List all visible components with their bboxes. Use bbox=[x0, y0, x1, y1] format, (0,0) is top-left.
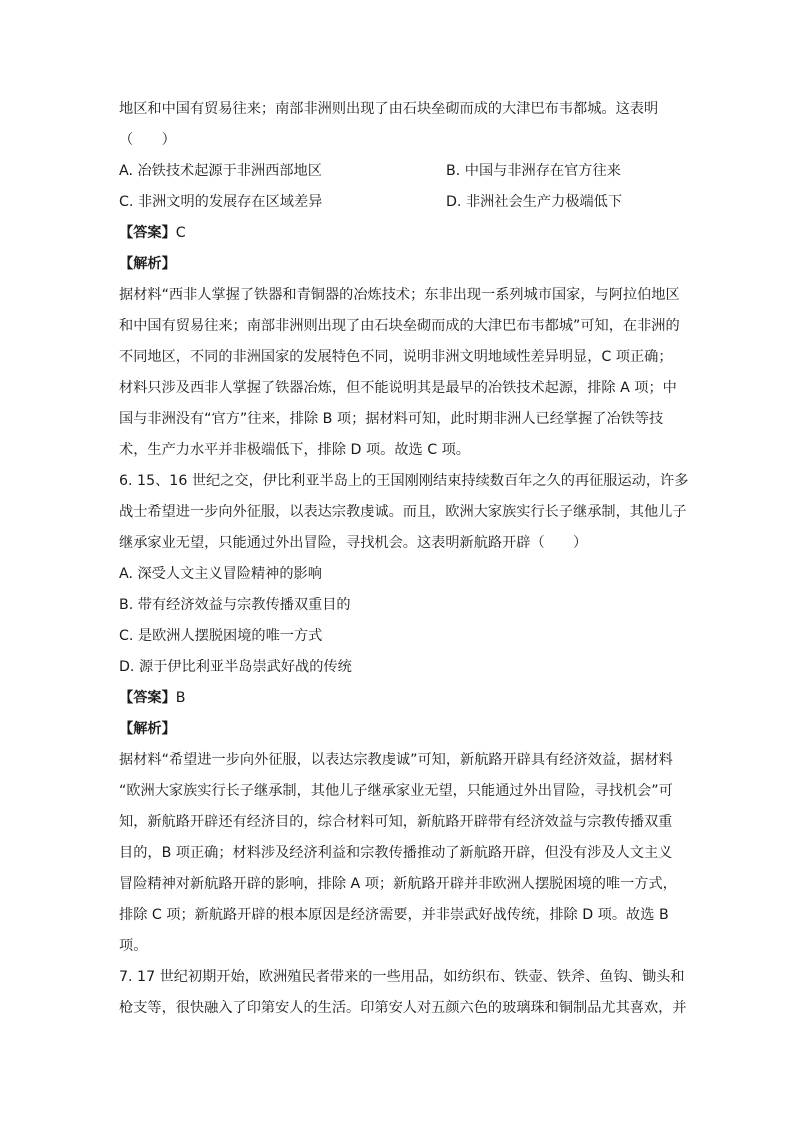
q5-analysis-line: 据材料“西非人掌握了铁器和青铜器的冶炼技术；东非出现一系列城市国家，与阿拉伯地区 bbox=[119, 287, 680, 303]
q5-option-a: A. 冶铁技术起源于非洲西部地区 bbox=[119, 163, 322, 179]
q5-analysis-line: 术，生产力水平并非极端低下，排除 D 项。故选 C 项。 bbox=[119, 442, 470, 458]
answer-value: C bbox=[175, 225, 186, 241]
answer-tag: 【答案】 bbox=[119, 690, 176, 706]
q5-option-c: C. 非洲文明的发展存在区域差异 bbox=[119, 194, 323, 210]
q6-analysis-line: 据材料“希望进一步向外征服，以表达宗教虔诚”可知，新航路开辟具有经济效益，据材料 bbox=[119, 752, 673, 768]
q6-analysis-line: 项。 bbox=[119, 938, 148, 954]
q6-stem-line: 战士希望进一步向外征服，以表达宗教虔诚。而且，欧洲大家族实行长子继承制，其他儿子 bbox=[119, 504, 687, 520]
question-7 bbox=[119, 962, 687, 1024]
q5-options-row bbox=[119, 187, 679, 218]
q6-option-c: C. 是欧洲人摆脱困境的唯一方式 bbox=[119, 628, 323, 644]
answer-value: B bbox=[175, 690, 186, 706]
q7-stem-line: 7. 17 世纪初期开始，欧洲殖民者带来的一些用品，如纺织布、铁壶、铁斧、鱼钩、锄头和 bbox=[119, 969, 685, 985]
question-5 bbox=[119, 94, 679, 466]
q5-options-row bbox=[119, 156, 679, 187]
q5-answer bbox=[119, 218, 679, 249]
q5-analysis-heading bbox=[119, 249, 679, 280]
answer-tag: 【答案】 bbox=[119, 225, 176, 241]
q6-analysis-line: “欧洲大家族实行长子继承制，其他儿子继承家业无望，只能通过外出冒险，寻找机会”可 bbox=[119, 783, 673, 799]
q6-option-b: B. 带有经济效益与宗教传播双重目的 bbox=[119, 597, 351, 613]
q7-stem-line: 枪支等，很快融入了印第安人的生活。印第安人对五颜六色的玻璃珠和铜制品尤其喜欢，并 bbox=[119, 1000, 687, 1016]
q5-analysis-line: 材料只涉及西非人掌握了铁器冶炼，但不能说明其是最早的冶铁技术起源，排除 A 项；中 bbox=[119, 380, 677, 396]
q5-option-b: B. 中国与非洲存在官方往来 bbox=[446, 163, 621, 179]
analysis-tag: 【解析】 bbox=[119, 721, 176, 737]
q6-option-a: A. 深受人文主义冒险精神的影响 bbox=[119, 566, 322, 582]
q6-stem-line: 继承家业无望，只能通过外出冒险，寻找机会。这表明新航路开辟（ ） bbox=[119, 535, 588, 551]
q5-analysis-line: 不同地区，不同的非洲国家的发展特色不同，说明非洲文明地域性差异明显，C 项正确； bbox=[119, 349, 673, 365]
analysis-tag: 【解析】 bbox=[119, 256, 176, 272]
q5-stem-line: 地区和中国有贸易往来；南部非洲则出现了由石块垒砌而成的大津巴布韦都城。这表明 bbox=[119, 101, 659, 117]
q5-stem-line: （ ） bbox=[119, 132, 176, 148]
q6-analysis-line: 知，新航路开辟还有经济目的，综合材料可知，新航路开辟带有经济效益与宗教传播双重 bbox=[119, 814, 673, 830]
q6-analysis-line: 目的，B 项正确；材料涉及经济利益和宗教传播推动了新航路开辟，但没有涉及人文主义 bbox=[119, 845, 673, 861]
q6-answer bbox=[119, 683, 679, 714]
q5-analysis-line: 国与非洲没有“官方”往来，排除 B 项；据材料可知，此时期非洲人已经掌握了冶铁等技 bbox=[119, 411, 664, 427]
q6-analysis-line: 冒险精神对新航路开辟的影响，排除 A 项；新航路开辟并非欧洲人摆脱困境的唯一方式， bbox=[119, 876, 677, 892]
q5-option-d: D. 非洲社会生产力极端低下 bbox=[446, 194, 623, 210]
q5-analysis-line: 和中国有贸易往来；南部非洲则出现了由石块垒砌而成的大津巴布韦都城”可知，在非洲的 bbox=[119, 318, 680, 334]
document-page bbox=[119, 94, 689, 1024]
q6-stem-line: 6. 15、16 世纪之交，伊比利亚半岛上的王国刚刚结束持续数百年之久的再征服运动，许多 bbox=[119, 473, 689, 489]
q6-analysis-line: 排除 C 项；新航路开辟的根本原因是经济需要，并非崇武好战传统，排除 D 项。故选 B bbox=[119, 907, 669, 923]
q6-analysis-heading bbox=[119, 714, 679, 745]
question-6 bbox=[119, 466, 689, 962]
q6-option-d: D. 源于伊比利亚半岛崇武好战的传统 bbox=[119, 659, 352, 675]
